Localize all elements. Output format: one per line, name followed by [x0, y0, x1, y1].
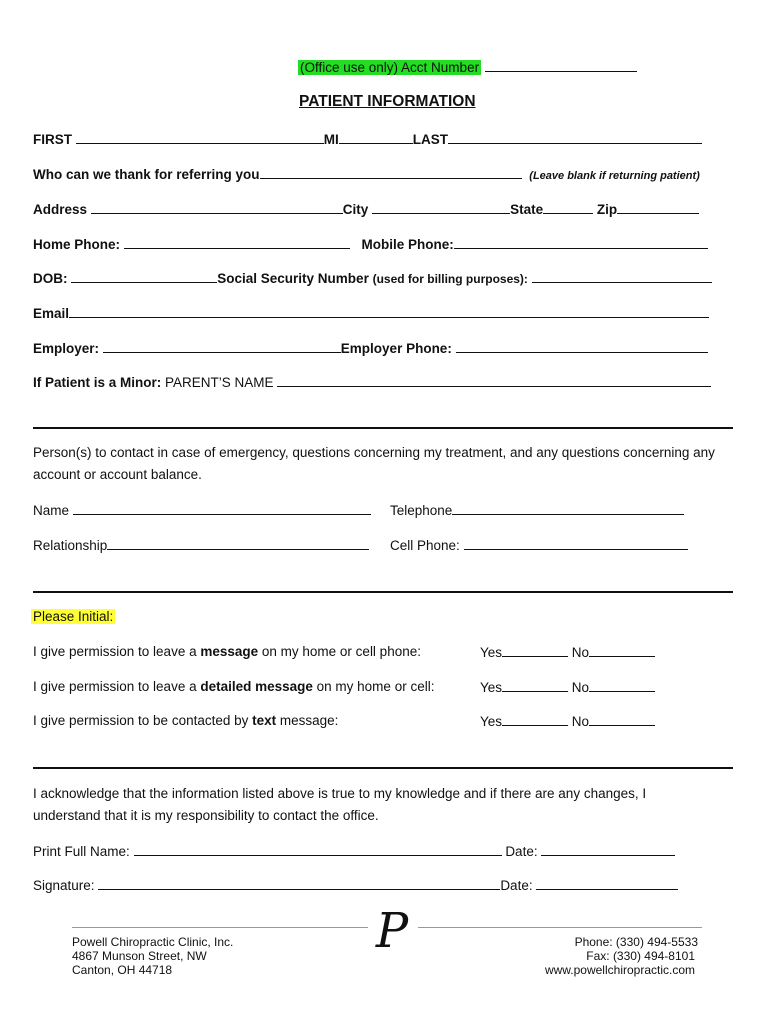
state-label: State [510, 202, 544, 217]
city-field[interactable] [372, 201, 510, 214]
date-label-1: Date: [505, 844, 538, 859]
permission-text: on my home or cell phone: [258, 644, 421, 659]
home-phone-field[interactable] [124, 236, 350, 249]
section-divider-1 [33, 427, 733, 429]
employer-label: Employer: [33, 341, 100, 356]
name-row [33, 131, 702, 148]
permission-text: I give permission to leave a [33, 644, 201, 659]
first-label: FIRST [33, 132, 72, 147]
office-use-line [298, 59, 637, 76]
yes-label: Yes [480, 714, 503, 729]
city-label: City [342, 202, 369, 217]
clinic-logo [364, 903, 420, 959]
date-label-2: Date: [500, 878, 533, 893]
dob-field[interactable] [71, 270, 217, 283]
no-field-1[interactable] [589, 644, 655, 657]
employer-phone-label: Employer Phone: [340, 341, 452, 356]
relationship-label: Relationship [33, 538, 108, 553]
date-field-1[interactable] [541, 843, 675, 856]
clinic-phone: Phone: (330) 494-5533 [574, 935, 698, 949]
permission-text: message: [276, 713, 339, 728]
last-label: LAST [412, 132, 449, 147]
footer-rule-left [72, 927, 368, 928]
yes-field-2[interactable] [502, 679, 568, 692]
permission-row-3 [33, 713, 338, 729]
permission-yes-no-2 [480, 679, 655, 696]
acknowledge-text: I acknowledge that the information listed above is true to my knowledge and if there are any changes, I understand that it is my responsibility to contact the office. [33, 786, 647, 823]
no-label: No [571, 714, 590, 729]
address-label: Address [33, 202, 88, 217]
print-name-row [33, 843, 675, 860]
cell-phone-row [390, 537, 688, 554]
referral-note: (Leave blank if returning patient) [529, 170, 700, 182]
referral-field[interactable] [260, 166, 522, 179]
print-name-field[interactable] [134, 843, 502, 856]
mi-label: MI [323, 132, 339, 147]
office-use-label: (Office use only) Acct Number [300, 60, 480, 75]
parent-name-label: PARENT’S NAME [165, 375, 274, 390]
yes-label: Yes [480, 680, 503, 695]
dob-row [33, 270, 712, 287]
clinic-city: Canton, OH 44718 [72, 963, 173, 977]
email-field[interactable] [69, 305, 709, 318]
yes-field-1[interactable] [502, 644, 568, 657]
no-label: No [571, 680, 590, 695]
emergency-telephone-field[interactable] [452, 502, 684, 515]
mobile-phone-field[interactable] [454, 236, 708, 249]
yes-label: Yes [480, 645, 503, 660]
minor-label: If Patient is a Minor: [33, 375, 162, 390]
footer-rule-right [418, 927, 702, 928]
referral-label: Who can we thank for referring you [33, 167, 260, 182]
state-field[interactable] [543, 201, 593, 214]
please-initial [31, 609, 115, 625]
email-label: Email [33, 306, 70, 321]
please-initial-label: Please Initial: [33, 609, 114, 624]
home-phone-label: Home Phone: [33, 237, 121, 252]
signature-label: Signature: [33, 878, 95, 893]
emergency-telephone-row [390, 502, 684, 519]
first-field[interactable] [76, 131, 324, 144]
emergency-name-row [33, 502, 371, 519]
cell-phone-label: Cell Phone: [390, 538, 460, 553]
clinic-name: Powell Chiropractic Clinic, Inc. [72, 935, 234, 949]
no-label: No [571, 645, 590, 660]
section-divider-2 [33, 591, 733, 593]
permission-bold: message [200, 644, 259, 659]
mobile-phone-label: Mobile Phone: [361, 237, 454, 252]
address-field[interactable] [91, 201, 343, 214]
address-row [33, 201, 699, 218]
acct-number-field[interactable] [485, 59, 637, 72]
permission-row-1 [33, 644, 421, 660]
section-divider-3 [33, 767, 733, 769]
last-field[interactable] [448, 131, 702, 144]
emergency-name-field[interactable] [73, 502, 371, 515]
phone-row [33, 236, 708, 253]
signature-row [33, 877, 678, 894]
relationship-field[interactable] [107, 537, 369, 550]
permission-bold: text [252, 713, 277, 728]
emergency-telephone-label: Telephone [390, 503, 453, 518]
clinic-fax: Fax: (330) 494-8101 [586, 949, 695, 963]
ssn-label: Social Security Number [217, 271, 369, 286]
logo-letter: P [375, 903, 409, 959]
employer-phone-field[interactable] [456, 340, 708, 353]
permission-bold: detailed message [200, 679, 313, 694]
emergency-name-label: Name [33, 503, 70, 518]
no-field-3[interactable] [589, 713, 655, 726]
date-field-2[interactable] [536, 877, 678, 890]
ssn-note: (used for billing purposes): [372, 272, 528, 286]
no-field-2[interactable] [589, 679, 655, 692]
email-row [33, 305, 709, 322]
permission-text: I give permission to leave a [33, 679, 201, 694]
clinic-street: 4867 Munson Street, NW [72, 949, 207, 963]
zip-field[interactable] [617, 201, 699, 214]
mi-field[interactable] [339, 131, 413, 144]
referral-row [33, 166, 700, 184]
permission-yes-no-3 [480, 713, 655, 730]
parent-name-field[interactable] [277, 374, 711, 387]
clinic-website[interactable]: www.powellchiropractic.com [544, 963, 695, 977]
page-title: PATIENT INFORMATION [299, 93, 476, 110]
permission-yes-no-1 [480, 644, 655, 661]
employer-field[interactable] [103, 340, 341, 353]
employer-row [33, 340, 708, 357]
ssn-field[interactable] [532, 270, 712, 283]
yes-field-3[interactable] [502, 713, 568, 726]
permission-row-2 [33, 679, 434, 695]
relationship-row [33, 537, 369, 554]
dob-label: DOB: [33, 271, 68, 286]
signature-field[interactable] [98, 877, 500, 890]
permission-text: I give permission to be contacted by [33, 713, 253, 728]
cell-phone-field[interactable] [464, 537, 688, 550]
minor-row [33, 374, 711, 391]
print-name-label: Print Full Name: [33, 844, 130, 859]
emergency-intro: Person(s) to contact in case of emergency, questions concerning my treatment, and any questions concerning any account or account balance. [33, 445, 715, 482]
zip-label: Zip [596, 202, 618, 217]
permission-text: on my home or cell: [312, 679, 435, 694]
